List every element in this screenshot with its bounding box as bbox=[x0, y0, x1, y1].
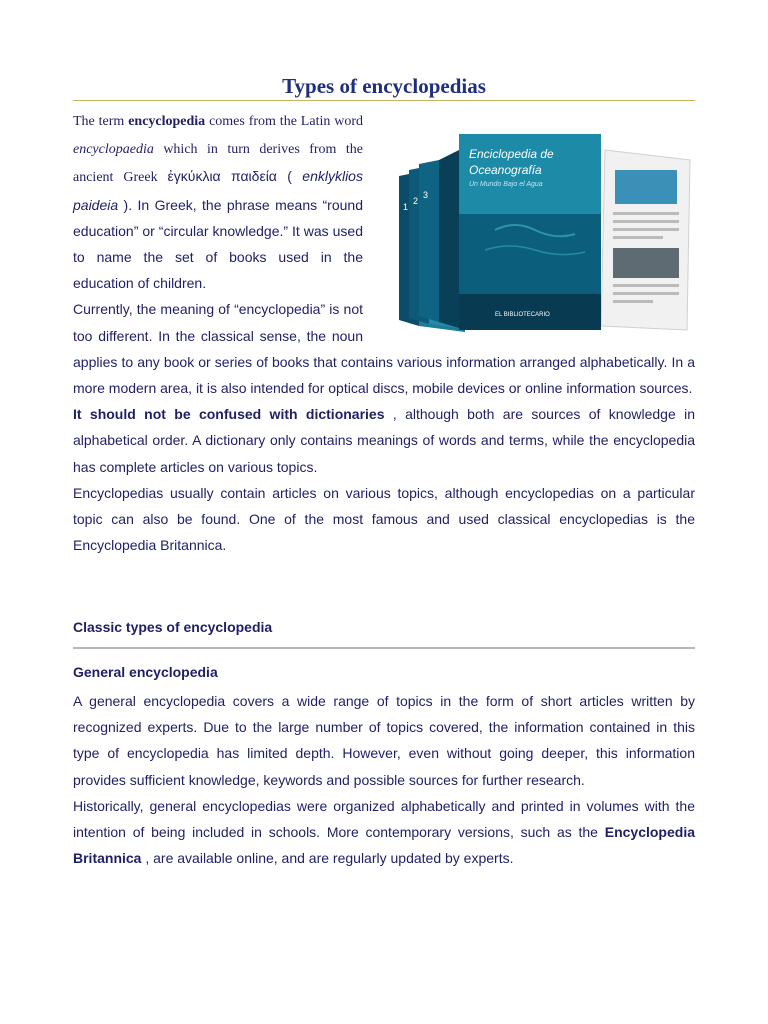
term-latin: encyclopaedia bbox=[73, 142, 154, 158]
spine-number-2: 2 bbox=[413, 196, 419, 206]
section-text: Historically, general encyclopedias were organized alphabetically and printed in volumes with the intention of being included in schools. More contemporary versions, such as the bbox=[73, 797, 695, 841]
cover-subtitle: Un Mundo Bajo el Agua bbox=[469, 181, 543, 188]
section-divider bbox=[73, 647, 695, 649]
title-underline bbox=[73, 100, 695, 101]
general-paragraph-1: A general encyclopedia covers a wide range of topics in the form of short articles written by recognized experts. Due to the large number of topics covered, the information contained in this type of encyclopedia has limited depth. However, even without going deeper, this information provides sufficient knowledge, keywords and possible sources for further research. bbox=[73, 693, 695, 788]
page-title: Types of encyclopedias bbox=[282, 74, 486, 98]
term-encyclopedia: encyclopedia bbox=[128, 114, 206, 129]
book-cover bbox=[439, 134, 601, 330]
intro-paragraph-4: Encyclopedias usually contain articles on various topics, although encyclopedias on a particular topic can also be found. One of the most famous and used classical encyclopedias is the Encyclopedia Britannica. bbox=[73, 484, 695, 554]
term-transliteration: enklyklios paideia bbox=[73, 168, 363, 213]
intro-section bbox=[73, 107, 695, 558]
brochure-page bbox=[601, 150, 690, 330]
intro-text: comes from the Latin word bbox=[205, 114, 363, 129]
intro-paragraph-2: Currently, the meaning of “encyclopedia” is not too different. In the classical sense, the noun applies to any book or series of books that contains various information arranged alphabetically. In a more modern area, it is also intended for optical discs, mobile devices or online information sources. bbox=[73, 301, 695, 397]
cover-title-line1: Enciclopedia de bbox=[469, 147, 554, 161]
dictionaries-note: It should not be confused with dictionaries bbox=[73, 406, 385, 423]
intro-text: ). In Greek, the phrase means “round education” or “circular knowledge.” It was used to name the set of books used in the education of children. bbox=[73, 196, 363, 292]
intro-text: ( bbox=[276, 168, 303, 185]
spine-number-1: 1 bbox=[403, 202, 409, 212]
term-greek: ἐγκύκλια παιδεία bbox=[167, 168, 277, 185]
intro-text: which in turn derives from the ancient Greek bbox=[73, 142, 363, 186]
encyclopedia-illustration bbox=[375, 120, 695, 332]
section-text: , are available online, and are regularly updated by experts. bbox=[141, 850, 514, 867]
subsection-heading: General encyclopedia bbox=[73, 664, 218, 680]
intro-paragraph-3 bbox=[73, 401, 695, 480]
term-britannica: Encyclopedia Britannica bbox=[73, 824, 695, 867]
general-encyclopedia-section bbox=[73, 688, 695, 871]
cover-title-line2: Oceanografía bbox=[469, 163, 542, 177]
spine-number-3: 3 bbox=[423, 190, 429, 200]
general-paragraph-2 bbox=[73, 793, 695, 872]
intro-text: , although both are sources of knowledge in alphabetical order. A dictionary only contains meanings of words and terms, while the encyclopedia has complete articles on various topics. bbox=[73, 406, 695, 475]
encyclopedia-image bbox=[375, 120, 695, 332]
publisher-label: EL BIBLIOTECARIO bbox=[495, 312, 550, 318]
intro-text: The term bbox=[73, 114, 129, 129]
section-heading: Classic types of encyclopedia bbox=[73, 619, 273, 635]
